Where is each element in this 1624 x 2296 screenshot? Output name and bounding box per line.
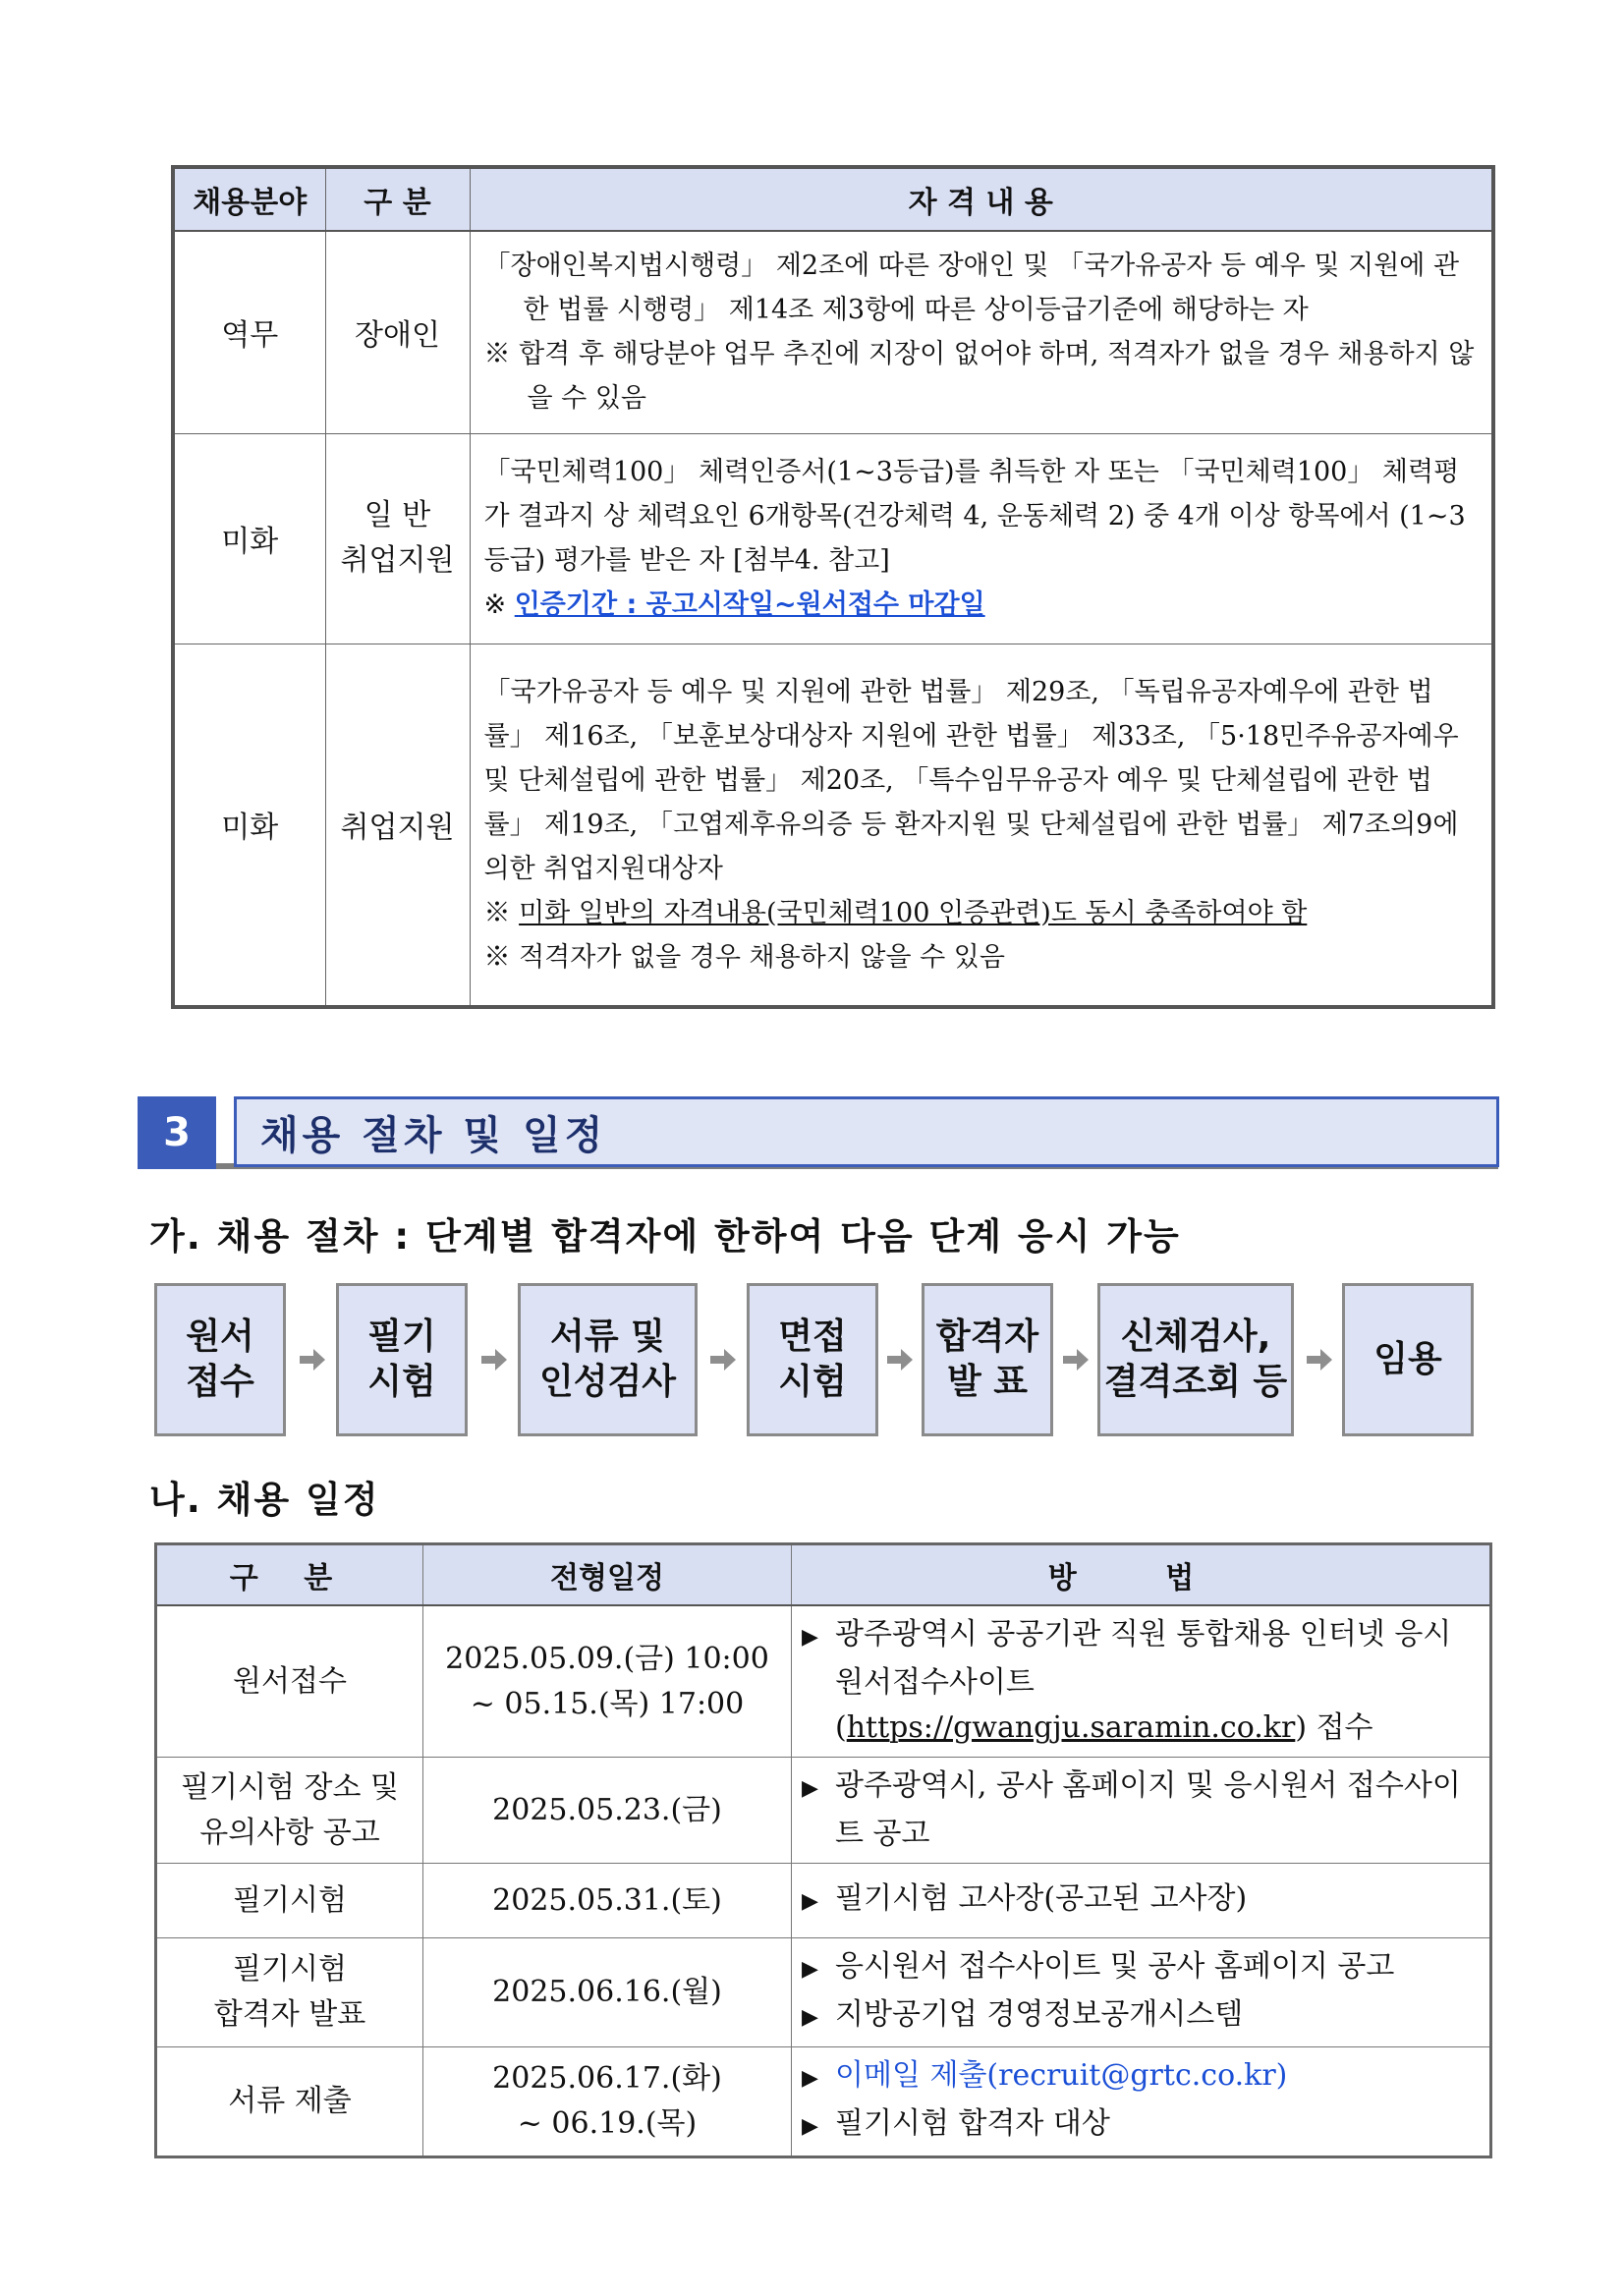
date-line: 2025.06.17.(화) (492, 2061, 722, 2096)
header-qualification: 자 격 내 용 (470, 167, 1493, 231)
header-method: 방 법 (792, 1544, 1491, 1606)
step-interview (747, 1283, 878, 1436)
qualification-note (484, 583, 1484, 627)
qualification-text: 「국민체력100」 체력인증서(1~3등급)를 취득한 자 또는 「국민체력100」 체력평가 결과지 상 체력요인 6개항목(건강체력 4, 운동체력 2) 중 4개 이상 항목에서 (1~3등급) 평가를 받은 자 [첨부4. 참고] (483, 457, 1466, 576)
method-text: 응시원서 접수사이트 및 공사 홈페이지 공고 (835, 1949, 1395, 1984)
step-announcement (922, 1283, 1053, 1436)
label-line: 유의사항 공고 (199, 1815, 380, 1850)
date-line: ~ 06.19.(목) (517, 2106, 698, 2141)
method-item (802, 1876, 1482, 1925)
bullet-triangle-icon: ▶ (802, 1957, 818, 1982)
method-text: 필기시험 합격자 대상 (835, 2106, 1110, 2141)
step-label: 인성검사 (538, 1362, 677, 1402)
step-label: 임용 (1373, 1339, 1442, 1379)
arrow-right-icon (1061, 1340, 1091, 1379)
schedule-label: 서류 제출 (156, 2047, 423, 2157)
schedule-label (156, 1758, 423, 1864)
method-text: 지방공기업 경영정보공개시스템 (835, 1997, 1244, 2032)
step-label: 합격자 (935, 1316, 1039, 1357)
method-text: 광주광역시, 공사 홈페이지 및 응시원서 접수사이트 공고 (835, 1768, 1461, 1851)
schedule-table (154, 1542, 1492, 2158)
section-title-box (234, 1096, 1499, 1167)
schedule-row (156, 1605, 1491, 1758)
step-label: 신체검사, (1120, 1316, 1271, 1357)
schedule-date: 2025.05.31.(토) (423, 1864, 792, 1938)
schedule-method (792, 1758, 1491, 1864)
category-line: 취업지원 (340, 543, 455, 578)
step-appointment (1342, 1283, 1474, 1436)
arrow-right-icon (1305, 1340, 1334, 1379)
step-label: 필기 (367, 1316, 436, 1357)
schedule-row (156, 1758, 1491, 1864)
header-field: 채용분야 (173, 167, 325, 231)
method-item (802, 2101, 1482, 2150)
application-site-link[interactable]: https://gwangju.saramin.co.kr (846, 1710, 1296, 1745)
step-written-exam (336, 1283, 468, 1436)
step-label: 서류 및 (550, 1316, 665, 1357)
bullet-triangle-icon: ▶ (802, 1889, 818, 1914)
schedule-date: 2025.05.23.(금) (423, 1758, 792, 1864)
step-medical-check (1097, 1283, 1294, 1436)
step-label: 원서 (186, 1316, 254, 1357)
arrow-right-icon (298, 1340, 327, 1379)
category-cell: 장애인 (325, 231, 470, 433)
header-category: 구 분 (325, 167, 470, 231)
method-text: 필기시험 고사장(공고된 고사장) (835, 1881, 1248, 1916)
arrow-right-icon (479, 1340, 509, 1379)
schedule-method (792, 2047, 1491, 2157)
step-application (154, 1283, 286, 1436)
schedule-date (423, 2047, 792, 2157)
note-mark: ※ (483, 589, 507, 620)
schedule-heading: 나. 채용 일정 (149, 1479, 380, 1521)
qual-row-cleaning-veterans (173, 644, 1493, 1007)
bullet-triangle-icon: ▶ (802, 1776, 818, 1801)
section-title: 채용 절차 및 일정 (260, 1112, 607, 1158)
method-item (802, 1764, 1482, 1857)
category-cell: 취업지원 (325, 644, 470, 1007)
qualification-note (484, 891, 1484, 935)
field-cell: 역무 (173, 231, 325, 433)
field-cell: 미화 (173, 433, 325, 644)
category-line: 일 반 (364, 498, 431, 532)
underlined-note: 미화 일반의 자격내용(국민체력100 인증관련)도 동시 충족하여야 함 (519, 897, 1308, 928)
schedule-row (156, 1938, 1491, 2047)
qualification-text: 「국가유공자 등 예우 및 지원에 관한 법률」 제29조, 「독립유공자예우에 관한 법률」 제16조, 「보훈보상대상자 지원에 관한 법률」 제33조, 「5·18민주유공자예우 및 단체설립에 관한 법률」 제20조, 「특수임무유공자 예우 및 단체설립에 관한 법률」 제19조, 「고엽제후유의증 등 환자지원 및 단체설립에 관한 법률」 제7조의9에 의한 취업지원대상자 (483, 676, 1459, 884)
qualification-text: 「장애인복지법시행령」 제2조에 따른 장애인 및 「국가유공자 등 예우 및 지원에 관한 법률 시행령」 제14조 제3항에 따른 상이등급기준에 해당하는 자 (483, 251, 1460, 326)
method-item (802, 1612, 1482, 1751)
header-date: 전형일정 (423, 1544, 792, 1606)
qualification-content (470, 433, 1493, 644)
date-line: ~ 05.15.(목) 17:00 (470, 1686, 745, 1721)
date-line: 2025.05.09.(금) 10:00 (445, 1641, 769, 1676)
arrow-right-icon (708, 1340, 738, 1379)
email-submission[interactable]: 이메일 제출(recruit@grtc.co.kr) (835, 2058, 1288, 2093)
method-item (802, 2053, 1482, 2101)
schedule-date (423, 1605, 792, 1758)
method-item (802, 1992, 1482, 2041)
section-number: 3 (138, 1096, 216, 1169)
qual-row-cleaning-general (173, 433, 1493, 644)
bullet-triangle-icon: ▶ (802, 1625, 818, 1650)
process-heading: 가. 채용 절차 : 단계별 합격자에 한하여 다음 단계 응시 가능 (149, 1215, 1181, 1258)
schedule-method (792, 1605, 1491, 1758)
qual-row-disabled (173, 231, 1493, 433)
bullet-triangle-icon: ▶ (802, 2114, 818, 2139)
schedule-label: 원서접수 (156, 1605, 423, 1758)
step-label: 면접 (778, 1316, 847, 1357)
step-label: 발 표 (946, 1362, 1029, 1402)
schedule-method (792, 1864, 1491, 1938)
method-text: 광주광역시 공공기관 직원 통합채용 인터넷 응시 원서접수사이트( (835, 1617, 1452, 1745)
header-type: 구 분 (156, 1544, 423, 1606)
step-label: 시험 (778, 1362, 847, 1402)
qualification-note: ※ 적격자가 없을 경우 채용하지 않을 수 있음 (483, 941, 1005, 973)
label-line: 필기시험 (233, 1952, 347, 1987)
schedule-label (156, 1938, 423, 2047)
step-label: 결격조회 등 (1103, 1362, 1288, 1402)
certification-period: 인증기간 : 공고시작일~원서접수 마감일 (514, 589, 985, 620)
step-documents-personality (518, 1283, 698, 1436)
label-line: 필기시험 장소 및 (181, 1769, 399, 1805)
category-cell (325, 433, 470, 644)
field-cell: 미화 (173, 644, 325, 1007)
qualification-content (470, 644, 1493, 1007)
method-text: ) 접수 (1295, 1710, 1373, 1745)
schedule-row (156, 1864, 1491, 1938)
step-label: 시험 (367, 1362, 436, 1402)
step-label: 접수 (186, 1362, 254, 1402)
schedule-method (792, 1938, 1491, 2047)
method-item (802, 1944, 1482, 1992)
qual-header-row (173, 167, 1493, 231)
qualification-note: ※ 합격 후 해당분야 업무 추진에 지장이 없어야 하며, 적격자가 없을 경우 채용하지 않을 수 있음 (483, 339, 1475, 415)
bullet-triangle-icon: ▶ (802, 2005, 818, 2030)
qualification-content (470, 231, 1493, 433)
qualification-table (171, 165, 1495, 1009)
schedule-label: 필기시험 (156, 1864, 423, 1938)
note-mark: ※ (483, 897, 511, 928)
bullet-triangle-icon: ▶ (802, 2066, 818, 2091)
schedule-header-row (156, 1544, 1491, 1606)
arrow-right-icon (885, 1340, 915, 1379)
schedule-row (156, 2047, 1491, 2157)
label-line: 합격자 발표 (213, 1997, 366, 2032)
schedule-date: 2025.06.16.(월) (423, 1938, 792, 2047)
